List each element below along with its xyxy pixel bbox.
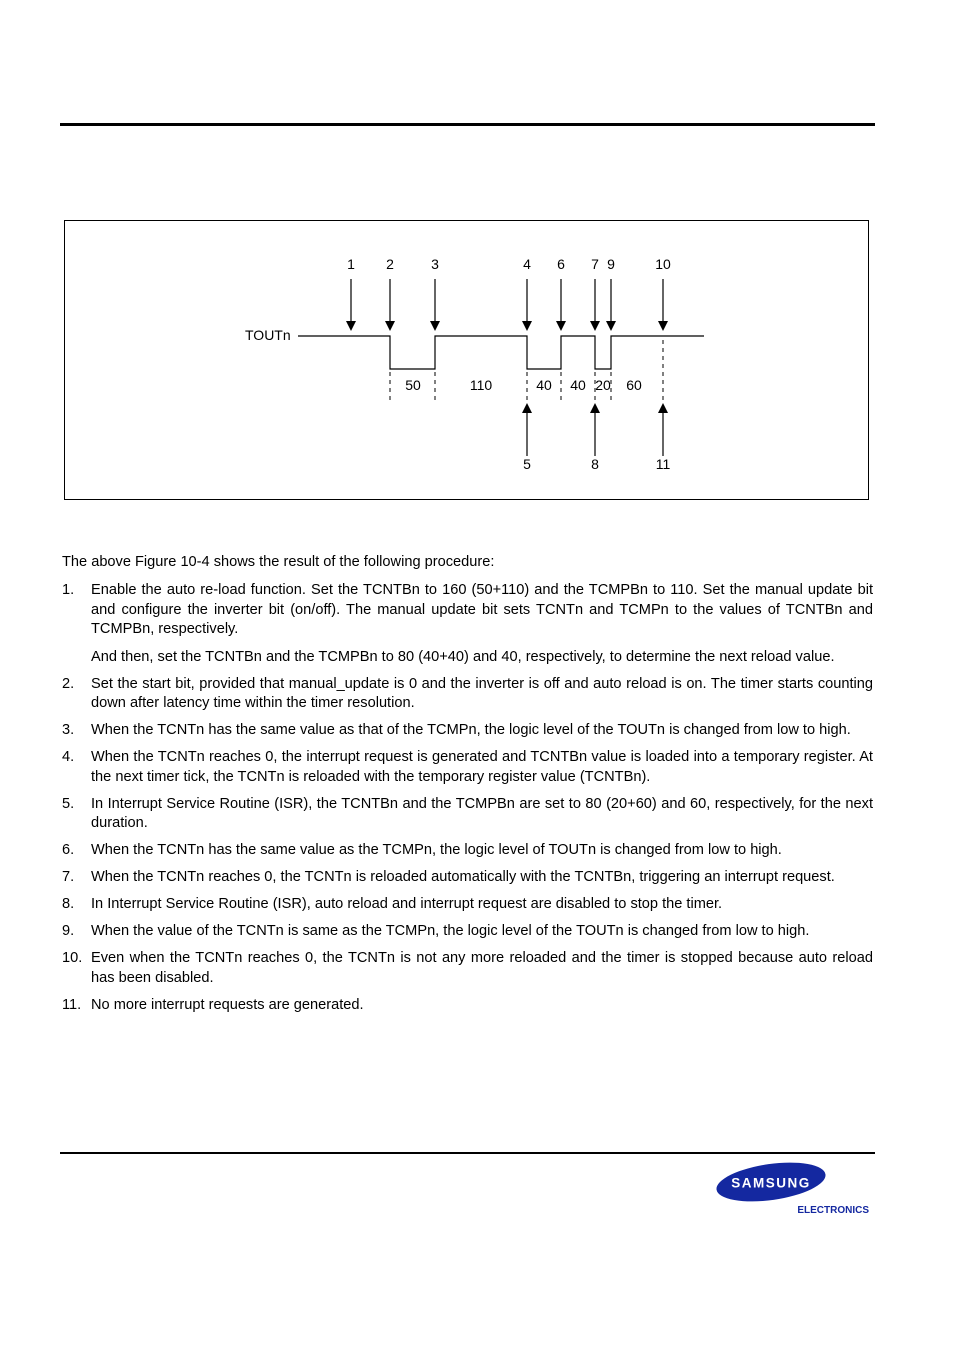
list-item [62,895,873,915]
list-item [62,748,873,787]
samsung-logo [714,1160,874,1220]
item-text: In Interrupt Service Routine (ISR), auto reload and interrupt request are disabled to stop the timer. [91,896,723,912]
item-text: Set the start bit, provided that manual_update is 0 and the inverter is off and auto reload is on. The timer starts counting down after latency time within the timer resolution. [91,675,873,711]
svg-text:4: 4 [523,256,531,272]
item-number: 4. [62,749,75,765]
item-number: 11. [62,996,82,1013]
list-item [62,996,873,1016]
footer-rule [60,1152,875,1154]
duration-label: 20 [595,377,611,393]
list-item [62,795,873,834]
timing-diagram-frame [64,220,869,500]
svg-text:6: 6 [557,256,565,272]
svg-text:7: 7 [591,256,599,272]
svg-text:5: 5 [523,456,531,472]
list-item [62,675,873,714]
item-text: No more interrupt requests are generated. [91,996,364,1013]
item-number: 5. [62,795,75,812]
list-item [62,721,873,741]
signal-label: TOUTn [245,327,291,343]
list-item [62,868,873,888]
duration-label: 40 [536,377,552,393]
duration-label: 50 [405,377,421,393]
procedure-list [62,581,873,1023]
logo-sub-text: ELECTRONICS [797,1205,869,1216]
svg-text:1: 1 [347,256,355,272]
item-text: Enable the auto re-load function. Set the TCNTBn to 160 (50+110) and the TCMPBn to 110. Set the manual update bit and configure the inverter bit (on/off). The manual update bit sets TCNTn and TCMPn to the values of TCNTBn and TCMPBn, respectively. [91,582,873,637]
list-item [62,949,873,988]
item-text: When the TCNTn reaches 0, the interrupt request is generated and TCNTBn value is loaded into a temporary register. At the next timer tick, the TCNTn is reloaded with the temporary register value (TCNTBn). [91,749,873,785]
item-number: 1. [62,582,75,598]
item-text: When the value of the TCNTn is same as the TCMPn, the logic level of the TOUTn is changed from low to high. [91,923,810,939]
item-number: 6. [62,842,75,858]
item-text: When the TCNTn reaches 0, the TCNTn is reloaded automatically with the TCNTBn, triggering an interrupt request. [91,869,835,885]
header-rule [60,123,875,126]
intro-paragraph: The above Figure 10-4 shows the result of the following procedure: [62,554,495,570]
svg-text:3: 3 [431,256,439,272]
list-item [62,841,873,861]
duration-label: 60 [626,377,642,393]
item-number: 2. [62,675,75,692]
svg-text:9: 9 [607,256,615,272]
item-number: 9. [62,923,75,939]
item-number: 7. [62,869,75,885]
item-number: 10. [62,950,83,966]
item-text: When the TCNTn has the same value as that of the TCMPn, the logic level of the TOUTn is changed from low to high. [91,722,851,738]
svg-text:11: 11 [655,456,671,472]
list-item [62,581,873,667]
item-text: In Interrupt Service Routine (ISR), the TCNTBn and the TCMPBn are set to 80 (20+60) and 60, respectively, for the next duration. [91,795,873,831]
svg-text:10: 10 [655,256,671,272]
duration-label: 40 [570,377,586,393]
item-text: When the TCNTn has the same value as the TCMPn, the logic level of TOUTn is changed from low to high. [91,842,782,858]
duration-label: 110 [469,377,493,393]
item-number: 3. [62,722,75,738]
list-item [62,922,873,942]
svg-text:8: 8 [591,456,599,472]
logo-brand-text: SAMSUNG [731,1175,811,1191]
item-extra-text: And then, set the TCNTBn and the TCMPBn to 80 (40+40) and 40, respectively, to determine the next reload value. [91,648,835,665]
item-text: Even when the TCNTn reaches 0, the TCNTn is not any more reloaded and the timer is stopped because auto reload has been disabled. [91,950,873,986]
svg-text:2: 2 [386,256,394,272]
item-number: 8. [62,896,75,912]
